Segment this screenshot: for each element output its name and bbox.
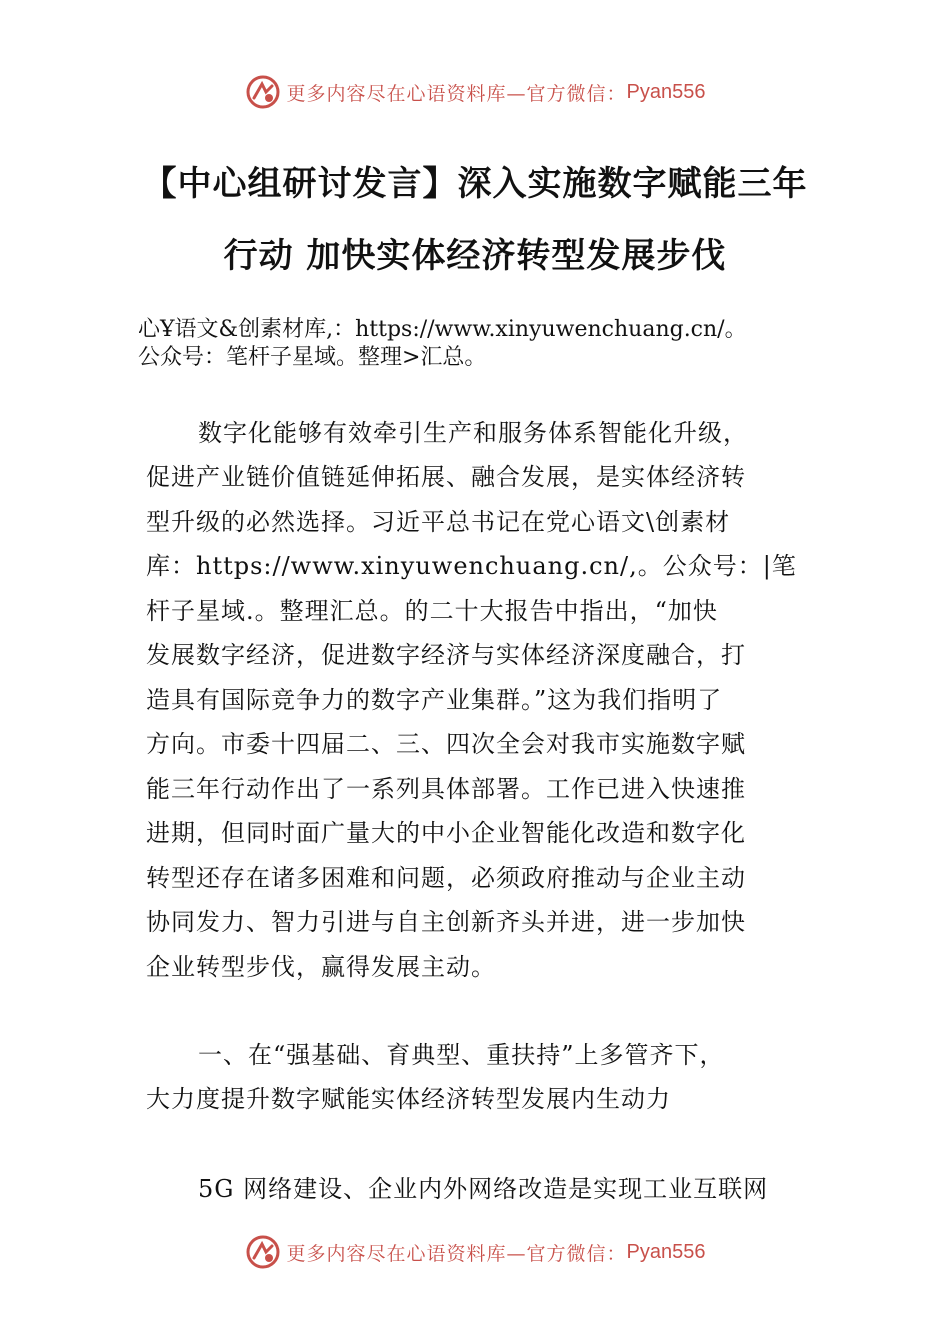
source-line-2: 公众号：笔杆子星域。整理>汇总。 [138,345,487,370]
banner-wechat-id: Pyan556 [626,80,706,103]
paragraph-1-line: 发展数字经济，促进数字经济与实体经济深度融合，打 [146,641,746,669]
paragraph-1-line: 方向。市委十四届二、三、四次全会对我市实施数字赋 [146,730,746,758]
paragraph-1-line: 企业转型步伐，赢得发展主动。 [146,953,496,981]
paragraph-1-line: 造具有国际竞争力的数字产业集群。”这为我们指明了 [146,686,723,714]
banner-wechat-id: Pyan556 [626,1240,706,1263]
paragraph-1-line: 进期，但同时面广量大的中小企业智能化改造和数字化 [146,819,746,847]
paragraph-1-line: 转型还存在诸多困难和问题，必须政府推动与企业主动 [146,864,746,892]
paragraph-1-line: 杆子星域.。整理汇总。的二十大报告中指出，“加快 [146,597,718,625]
paragraph-1-line: 协同发力、智力引进与自主创新齐头并进，进一步加快 [146,908,746,936]
section-heading-line: 大力度提升数字赋能实体经济转型发展内生动力 [146,1085,671,1113]
logo-icon [245,74,281,110]
banner-text: 更多内容尽在心语资料库—官方微信： [286,1242,627,1265]
footer-banner [0,1232,950,1272]
paragraph-1-line: 型升级的必然选择。习近平总书记在党心语文\创素材 [146,508,731,536]
document-title-line-2: 行动 加快实体经济转型发展步伐 [223,236,727,276]
source-line-1: 心Ұ语文&创素材库,：https://www.xinyuwenchuang.cn/。 [138,317,747,342]
logo-icon [245,1234,281,1270]
paragraph-1-line: 促进产业链价值链延伸拓展、融合发展，是实体经济转 [146,463,746,491]
paragraph-1-line: 数字化能够有效牵引生产和服务体系智能化升级， [198,419,748,447]
banner-text: 更多内容尽在心语资料库—官方微信： [286,82,627,105]
paragraph-1-line: 库：https://www.xinyuwenchuang.cn/,。公众号：|笔 [146,552,797,580]
header-banner [0,72,950,112]
paragraph-2-line: 5G 网络建设、企业内外网络改造是实现工业互联网 [198,1175,769,1203]
paragraph-1-line: 能三年行动作出了一系列具体部署。工作已进入快速推 [146,775,746,803]
section-heading-line: 一、在“强基础、育典型、重扶持”上多管齐下， [198,1041,725,1069]
document-title-line-1: 【中心组研讨发言】深入实施数字赋能三年 [142,164,808,204]
